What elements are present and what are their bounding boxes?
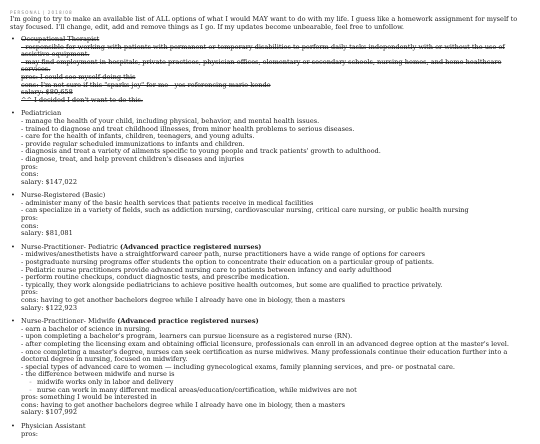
sub-line: midwife works only in labor and delivery	[37, 377, 174, 386]
entry-line: pros:	[21, 288, 38, 297]
entry-line: - may find employment in hospitals, private practices, physician offices, elementary or secondary schools, nursing homes, and home healthcare services.	[21, 57, 502, 74]
entry-line: cons:	[21, 170, 39, 179]
post-date: 2018/08	[47, 10, 73, 15]
bullet-icon	[11, 110, 19, 118]
entry-title-text: Pediatrician	[21, 109, 62, 118]
entry-line: - Pediatric nurse practitioners provide advanced nursing care to patients between infancy and early adulthood	[21, 265, 392, 274]
entry-line: - administer many of the basic health services that patients receive in medical facilities	[21, 198, 314, 207]
bullet-icon	[11, 36, 19, 44]
entry-line: - trained to diagnose and treat childhood illnesses, from minor health problems to serious diseases.	[21, 124, 355, 133]
entry-line: pros:	[21, 214, 38, 223]
entry-line: - midwives/anesthetists have a straightforward career path, nurse practitioners have a wide range of options for careers	[21, 250, 426, 259]
entry-title-text: Nurse-Practitioner- Midwife	[21, 317, 118, 326]
entry-line: - typically, they work alongside pediatricians to achieve positive health outcomes, but some are qualified to practice privately.	[21, 280, 443, 289]
entry-line: pros: something I would be interested in	[21, 393, 157, 402]
bullet-icon	[11, 192, 19, 200]
career-options-list	[0, 36, 540, 444]
entry-line: salary: $107,992	[21, 408, 78, 417]
bullet-icon	[11, 423, 19, 431]
entry-line: - earn a bachelor of science in nursing.	[21, 324, 152, 333]
meta-separator: |	[43, 10, 46, 15]
list-item	[0, 423, 540, 438]
list-item	[0, 110, 540, 186]
intro-paragraph: I'm going to try to make an available list of ALL options of what I would MAY want to do with my life. I guess like a homework assignment for myself to stay focused. I'll change, edit, add and remove things as I go. If my updates become unbearable, feel free to unfollow.	[10, 15, 518, 31]
entry-title	[21, 423, 532, 431]
entry-line: cons: having to get another bachelors degree while I already have one in biology, then a masters	[21, 296, 345, 304]
entry-line: - care for the health of infants, children, teenagers, and young adults.	[21, 132, 255, 141]
entry-line: - after completing the licensing exam and obtaining official licensure, professionals can enroll in an advanced degree option at the master's level.	[21, 339, 509, 348]
post-category[interactable]: PERSONAL	[10, 10, 42, 15]
entry-title-text: Occupational Therapist	[21, 35, 100, 43]
list-item	[0, 318, 540, 417]
entry-title-qualifier: (Advanced practice registered nurses)	[120, 242, 262, 251]
entry-line: - once completing a master's degree, nurses can seek certification as nurse midwives. Many professionals continue their education further into a doctoral degree in nursing, focused on midwifery.	[21, 347, 508, 364]
bullet-icon	[11, 318, 19, 326]
entry-line: - provide regular scheduled immunizations to infants and children.	[21, 139, 245, 148]
entry-title-qualifier: (Advanced practice registered nurses)	[117, 317, 259, 326]
entry-line: - perform routine checkups, conduct diagnostic tests, and prescribe medication.	[21, 273, 290, 282]
entry-line: - diagnosis and treat a variety of ailments specific to young people and track patients' growth to adulthood.	[21, 147, 381, 156]
entry-line: salary: $147,022	[21, 177, 78, 186]
entry-title-text: Physician Assistant	[21, 421, 86, 430]
entry-line: - special types of advanced care to women — including gynecological exams, family planning services, and pre- or postnatal care.	[21, 362, 455, 371]
entry-line: pros:	[21, 162, 38, 171]
entry-line: cons: having to get another bachelors degree while I already have one in biology, then a masters	[21, 400, 345, 409]
entry-line: cons: I'm not sure if this "sparks joy" for me - yes referencing mario kondo	[21, 80, 271, 89]
sub-bullet-icon	[29, 387, 32, 396]
entry-line: cons:	[21, 221, 39, 230]
list-item	[0, 36, 540, 104]
entry-line: salary: $80,658	[21, 88, 73, 97]
entry-line: pros: I could see myself doing this	[21, 72, 136, 81]
entry-line: - upon completing a bachelor's program, learners can pursue licensure as a registered nurse (RN).	[21, 332, 353, 341]
entry-line: - diagnose, treat, and help prevent children's diseases and injuries	[21, 154, 244, 163]
entry-title-text: Nurse-Registered (Basic)	[21, 191, 106, 200]
entry-line: ^^ I decided I don't want to do this.	[21, 95, 143, 104]
entry-line: - can specialize in a variety of fields, such as addiction nursing, cardiovascular nursing, critical care nursing, or public health nursing	[21, 206, 469, 215]
entry-line: - the difference between midwife and nurse is	[21, 370, 175, 379]
bullet-icon	[11, 244, 19, 252]
list-item	[0, 192, 540, 238]
entry-title-text: Nurse-Practitioner- Pediatric	[21, 242, 121, 251]
entry-line: - manage the health of your child, including physical, behavior, and mental health issues.	[21, 116, 320, 125]
sub-list-item	[29, 387, 532, 395]
entry-line: salary: $81,081	[21, 229, 73, 238]
sub-line: nurse can work in many different medical areas/education/certification, while midwives are not	[37, 385, 357, 394]
entry-line: salary: $122,923	[21, 303, 78, 312]
entry-line: - postgraduate nursing programs offer students the option to concentrate their education on a particular group of patients.	[21, 258, 435, 267]
entry-line: - responsible for working with patients with permanent or temporary disabilities to perform daily tasks independently with or without the use of assistive equipment.	[21, 42, 505, 59]
list-item	[0, 244, 540, 312]
entry-line: pros:	[21, 429, 38, 438]
